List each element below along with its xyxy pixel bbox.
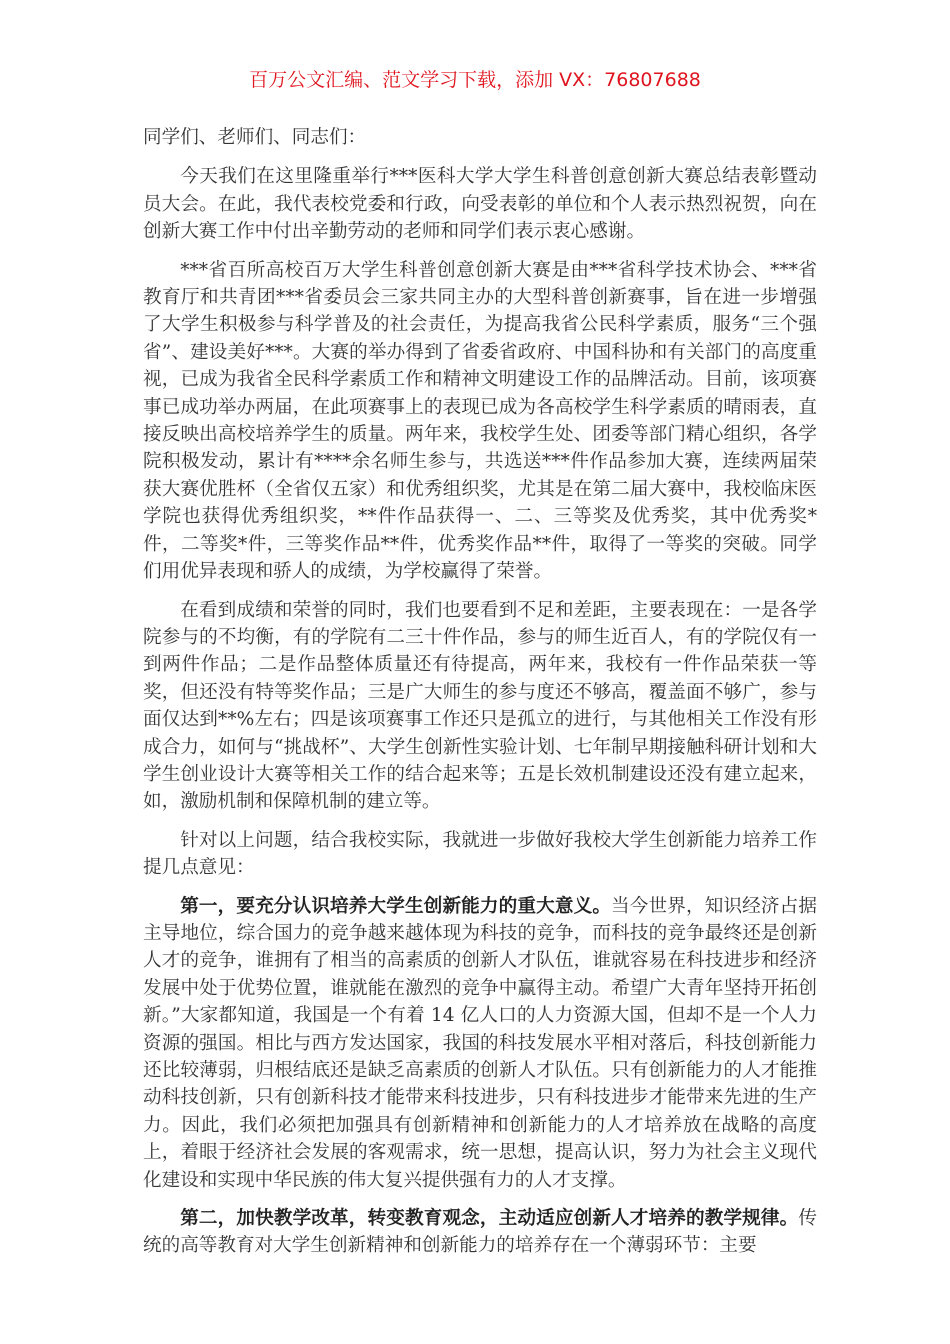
paragraph-contest-background: ***省百所高校百万大学生科普创意创新大赛是由***省科学技术协会、***省教育厅和共青团***省委员会三家共同主办的大型科普创新赛事，旨在进一步增强了大学生积极参与科学普及的社会责任，为提高我省公民科学素质，服务“三个强省”、建设美好***。大赛的举办得到了省委省政府、中国科协和有关部门的高度重视，已成为我省全民科学素质工作和精神文明建设工作的品牌活动。目前，该项赛事已成功举办两届，在此项赛事上的表现已成为各高校学生科学素质的晴雨表，直接反映出高校培养学生的质量。两年来，我校学生处、团委等部门精心组织，各学院积极发动，累计有****余名师生参与，共选送***件作品参加大赛，连续两届荣获大赛优胜杯（全省仅五家）和优秀组织奖，尤其是在第二届大赛中，我校临床医学院也获得优秀组织奖，**件作品获得一、二、三等奖及优秀奖，其中优秀奖*件，二等奖*件，三等奖作品**件，优秀奖作品**件，取得了一等奖的突破。同学们用优异表现和骄人的成绩，为学校赢得了荣誉。 xyxy=(143,259,817,583)
salutation: 同学们、老师们、同志们： xyxy=(143,127,367,148)
paragraph-point-one xyxy=(143,893,817,1194)
point-one-text: 当今世界，知识经济占据主导地位，综合国力的竞争越来越体现为科技的竞争，而科技的竞争最终还是创新人才的竞争，谁拥有了相当的高素质的创新人才队伍，谁就容易在科技进步和经济发展中处于优势位置，谁就能在激烈的竞争中赢得主动。希望广大青年坚持开拓创新。”大家都知道，我国是一个有着 14 亿人口的人力资源大国，但却不是一个人力资源的强国。相比与西方发达国家，我国的科技发展水平相对落后，科技创新能力还比较薄弱，归根结底还是缺乏高素质的创新人才队伍。只有创新能力的人才能推动科技创新，只有创新科技才能带来科技进步，只有科技进步才能带来先进的生产力。因此，我们必须把加强具有创新精神和创新能力的人才培养放在战略的高度上，着眼于经济社会发展的客观需求，统一思想，提高认识，努力为社会主义现代化建设和实现中华民族的伟大复兴提供强有力的人才支撑。 xyxy=(143,895,817,1191)
paragraph-transition: 针对以上问题，结合我校实际，我就进一步做好我校大学生创新能力培养工作提几点意见： xyxy=(143,829,817,879)
paragraph-point-two xyxy=(143,1205,817,1260)
document-body xyxy=(143,124,817,1271)
paragraph-shortcomings: 在看到成绩和荣誉的同时，我们也要看到不足和差距，主要表现在：一是各学院参与的不均衡，有的学院有二三十件作品，参与的师生近百人，有的学院仅有一到两件作品；二是作品整体质量还有待提高，两年来，我校有一件作品荣获一等奖，但还没有特等奖作品；三是广大师生的参与度还不够高，覆盖面不够广，参与面仅达到**%左右；四是该项赛事工作还只是孤立的进行，与其他相关工作没有形成合力，如何与“挑战杯”、大学生创新性实验计划、七年制早期接触科研计划和大学生创业设计大赛等相关工作的结合起来等；五是长效机制建设还没有建立起来，如，激励机制和保障机制的建立等。 xyxy=(143,599,817,813)
point-two-text: 传统的高等教育对大学生创新精神和创新能力的培养存在一个薄弱环节：主要 xyxy=(143,1208,817,1257)
point-two-heading: 第二，加快教学改革，转变教育观念，主动适应创新人才培养的教学规律。 xyxy=(180,1208,799,1230)
watermark-banner: 百万公文汇编、范文学习下载，添加 VX：76807688 xyxy=(249,69,701,91)
point-one-heading: 第一，要充分认识培养大学生创新能力的重大意义。 xyxy=(180,895,612,917)
paragraph-opening: 今天我们在这里隆重举行***医科大学大学生科普创意创新大赛总结表彰暨动员大会。在此，我代表校党委和行政，向受表彰的单位和个人表示热烈祝贺，向在创新大赛工作中付出辛勤劳动的老师和同学们表示衷心感谢。 xyxy=(143,166,817,243)
